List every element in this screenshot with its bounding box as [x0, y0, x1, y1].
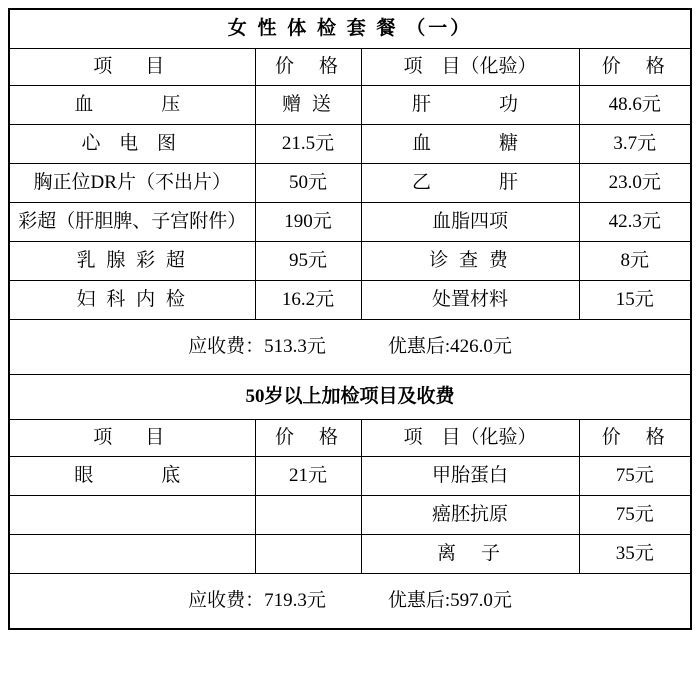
lab-item-name: 乙 肝 [361, 164, 579, 203]
lab-item-name: 癌胚抗原 [361, 496, 579, 535]
section-subtitle: 50岁以上加检项目及收费 [9, 375, 691, 420]
item-price: 50元 [255, 164, 361, 203]
lab-item-price: 42.3元 [579, 203, 691, 242]
lab-item-name: 离 子 [361, 535, 579, 574]
amount-due-label: 应收费：719.3元 [188, 589, 326, 611]
column-header-price: 价 格 [255, 49, 361, 86]
item-name: 胸正位DR片（不出片） [9, 164, 255, 203]
table-row [9, 203, 691, 242]
table-row [9, 496, 691, 535]
item-price [255, 496, 361, 535]
item-name: 血 压 [9, 86, 255, 125]
lab-item-price: 8元 [579, 242, 691, 281]
lab-item-name: 肝 功 [361, 86, 579, 125]
summary-cell [9, 320, 691, 375]
item-price: 16.2元 [255, 281, 361, 320]
column-header-item: 项 目 [9, 49, 255, 86]
title-row [9, 9, 691, 49]
table-row [9, 457, 691, 496]
item-name: 彩超（肝胆脾、子宫附件） [9, 203, 255, 242]
item-price: 21.5元 [255, 125, 361, 164]
item-name: 心 电 图 [9, 125, 255, 164]
subtitle-row [9, 375, 691, 420]
table-row [9, 164, 691, 203]
lab-item-price: 35元 [579, 535, 691, 574]
table-header-row-2 [9, 420, 691, 457]
column-header-lab-item: 项 目（化验） [361, 420, 579, 457]
item-price [255, 535, 361, 574]
column-header-price: 价 格 [255, 420, 361, 457]
lab-item-price: 23.0元 [579, 164, 691, 203]
table-row [9, 281, 691, 320]
lab-item-name: 血脂四项 [361, 203, 579, 242]
column-header-lab-price: 价 格 [579, 420, 691, 457]
item-price: 95元 [255, 242, 361, 281]
discounted-amount-label: 优惠后:426.0元 [387, 335, 512, 357]
table-row [9, 86, 691, 125]
lab-item-name: 血 糖 [361, 125, 579, 164]
item-price: 190元 [255, 203, 361, 242]
summary-row-section1 [9, 320, 691, 375]
lab-item-price: 15元 [579, 281, 691, 320]
item-price: 赠 送 [255, 86, 361, 125]
item-name [9, 496, 255, 535]
health-checkup-package-table [8, 8, 692, 630]
summary-row-section2 [9, 574, 691, 630]
discounted-amount-label: 优惠后:597.0元 [387, 589, 512, 611]
lab-item-price: 3.7元 [579, 125, 691, 164]
lab-item-name: 处置材料 [361, 281, 579, 320]
page-title: 女 性 体 检 套 餐 （一） [9, 9, 691, 49]
column-header-lab-price: 价 格 [579, 49, 691, 86]
item-name: 妇 科 内 检 [9, 281, 255, 320]
item-name [9, 535, 255, 574]
summary-cell [9, 574, 691, 630]
table-row [9, 125, 691, 164]
lab-item-price: 48.6元 [579, 86, 691, 125]
column-header-item: 项 目 [9, 420, 255, 457]
item-name: 眼 底 [9, 457, 255, 496]
column-header-lab-item: 项 目（化验） [361, 49, 579, 86]
lab-item-price: 75元 [579, 457, 691, 496]
amount-due-label: 应收费：513.3元 [188, 335, 326, 357]
table-header-row-1 [9, 49, 691, 86]
item-name: 乳 腺 彩 超 [9, 242, 255, 281]
item-price: 21元 [255, 457, 361, 496]
lab-item-name: 诊 查 费 [361, 242, 579, 281]
table-row [9, 242, 691, 281]
lab-item-price: 75元 [579, 496, 691, 535]
table-row [9, 535, 691, 574]
lab-item-name: 甲胎蛋白 [361, 457, 579, 496]
